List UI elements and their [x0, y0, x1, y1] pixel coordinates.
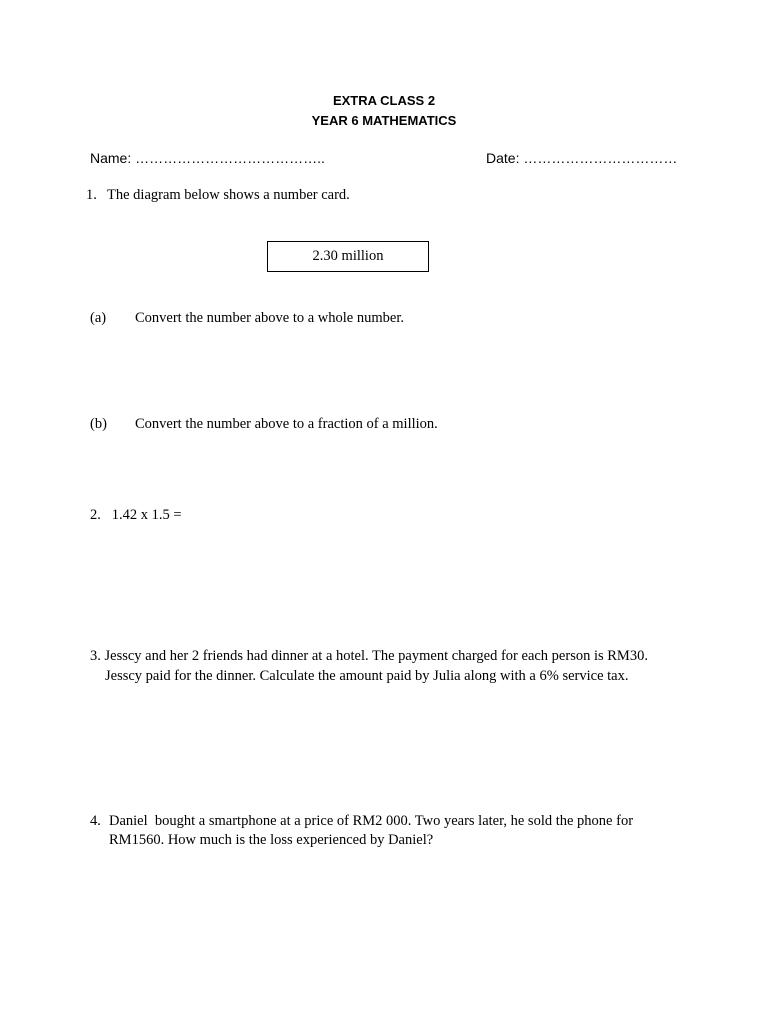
date-field: Date: …………………………… [486, 150, 678, 166]
question-1-text: The diagram below shows a number card. [107, 187, 350, 203]
worksheet-title: EXTRA CLASS 2 [332, 93, 436, 108]
question-1b-label: (b) [90, 416, 107, 432]
number-card-value: 2.30 million [312, 248, 384, 264]
question-4-line-1: Daniel bought a smartphone at a price of RM2 000. Two years later, he sold the phone for [109, 813, 634, 829]
worksheet-subtitle: YEAR 6 MATHEMATICS [311, 113, 457, 128]
question-1b-text: Convert the number above to a fraction of a million. [135, 416, 438, 432]
number-card [267, 241, 429, 272]
question-3-line-1: 3. Jesscy and her 2 friends had dinner at a hotel. The payment charged for each person is RM30. [90, 648, 648, 664]
question-1a-text: Convert the number above to a whole number. [135, 310, 404, 326]
question-4-line-2: RM1560. How much is the loss experienced by Daniel? [109, 832, 434, 848]
question-4-number: 4. [90, 813, 101, 829]
question-3-line-2: Jesscy paid for the dinner. Calculate the amount paid by Julia along with a 6% service tax. [105, 668, 629, 684]
question-1-number: 1. [86, 187, 97, 203]
question-2-text: 2. 1.42 x 1.5 = [90, 507, 182, 523]
question-1a-label: (a) [90, 310, 107, 326]
name-field: Name: ………………………………….. [90, 150, 325, 166]
